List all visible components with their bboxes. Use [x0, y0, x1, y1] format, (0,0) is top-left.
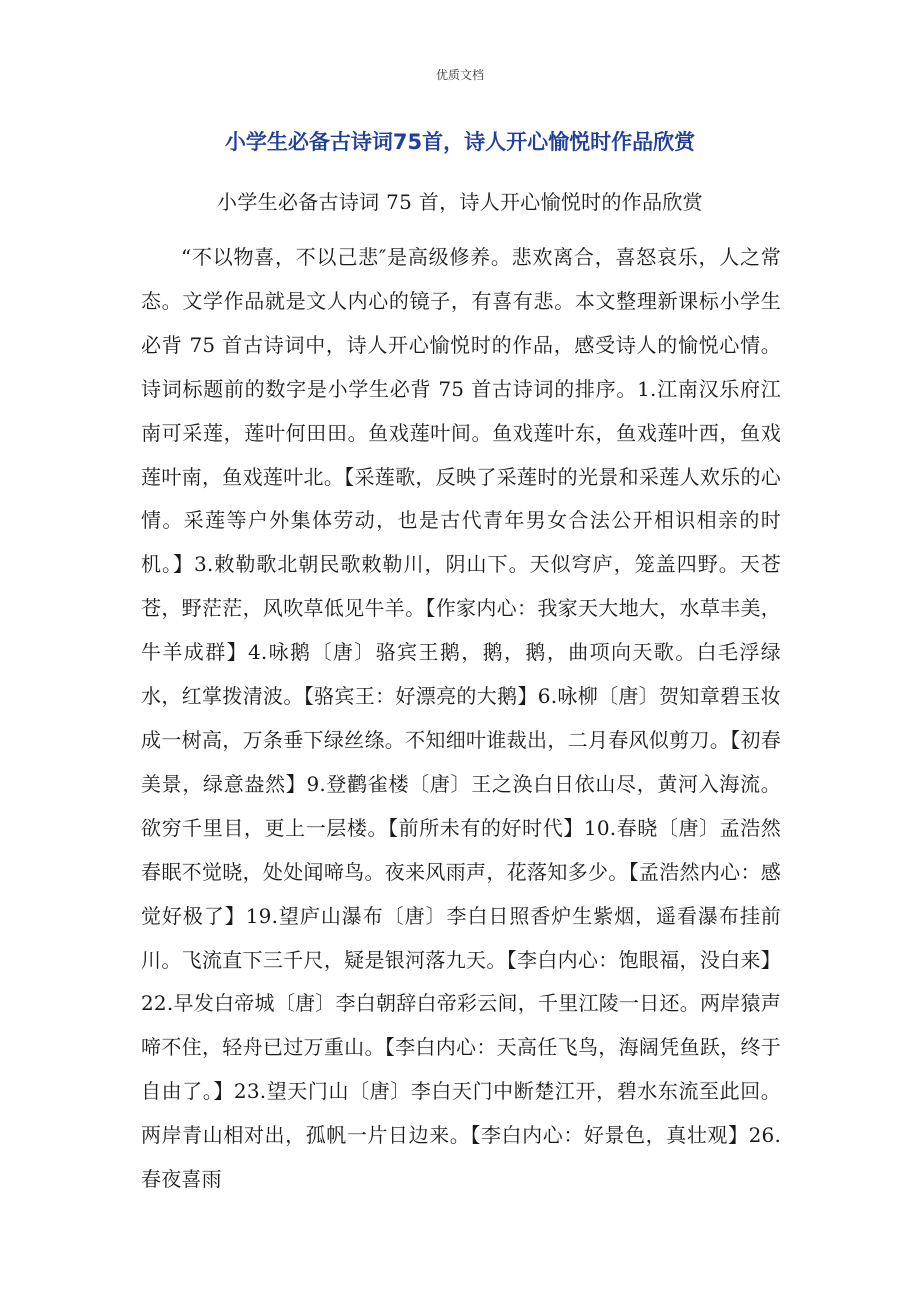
document-subtitle: 小学生必备古诗词 75 首，诗人开心愉悦时的作品欣赏 [217, 190, 703, 214]
page-header-label: 优质文档 [435, 68, 484, 82]
document-title: 小学生必备古诗词75首，诗人开心愉悦时作品欣赏 [224, 130, 696, 154]
body-paragraph: “不以物喜，不以己悲″是高级修养。悲欢离合，喜怒哀乐，人之常态。文学作品就是文人内心的镜子，有喜有悲。本文整理新课标小学生必背 75 首古诗词中，诗人开心愉悦时的作品，感受诗人的愉悦心情。诗词标题前的数字是小学生必背 75 首古诗词的排序。1.江南汉乐府江南可采莲，莲叶何田田。鱼戏莲叶间。鱼戏莲叶东，鱼戏莲叶西，鱼戏莲叶南，鱼戏莲叶北。【采莲歌，反映了采莲时的光景和采莲人欢乐的心情。采莲等户外集体劳动，也是古代青年男女合法公开相识相亲的时机。】3.敕勒歌北朝民歌敕勒川，阴山下。天似穹庐，笼盖四野。天苍苍，野茫茫，风吹草低见牛羊。【作家内心：我家天大地大，水草丰美，牛羊成群】4.咏鹅〔唐〕骆宾王鹅，鹅，鹅，曲项向天歌。白毛浮绿水，红掌拨清波。【骆宾王：好漂亮的大鹅】6.咏柳〔唐〕贺知章碧玉妆成一树高，万条垂下绿丝绦。不知细叶谁裁出，二月春风似剪刀。【初春美景，绿意盎然】9.登鹳雀楼〔唐〕王之涣白日依山尽，黄河入海流。欲穷千里目，更上一层楼。【前所未有的好时代】10.春晓〔唐〕孟浩然春眠不觉晓，处处闻啼鸟。夜来风雨声，花落知多少。【孟浩然内心：感觉好极了】19.望庐山瀑布〔唐〕李白日照香炉生紫烟，遥看瀑布挂前川。飞流直下三千尺，疑是银河落九天。【李白内心：饱眼福，没白来】22.早发白帝城〔唐〕李白朝辞白帝彩云间，千里江陵一日还。两岸猿声啼不住，轻舟已过万重山。【李白内心：天高任飞鸟，海阔凭鱼跃，终于自由了。】23.望天门山〔唐〕李白天门中断楚江开，碧水东流至此回。两岸青山相对出，孤帆一片日边来。【李白内心：好景色，真壮观】26.春夜喜雨 [141, 245, 781, 1192]
